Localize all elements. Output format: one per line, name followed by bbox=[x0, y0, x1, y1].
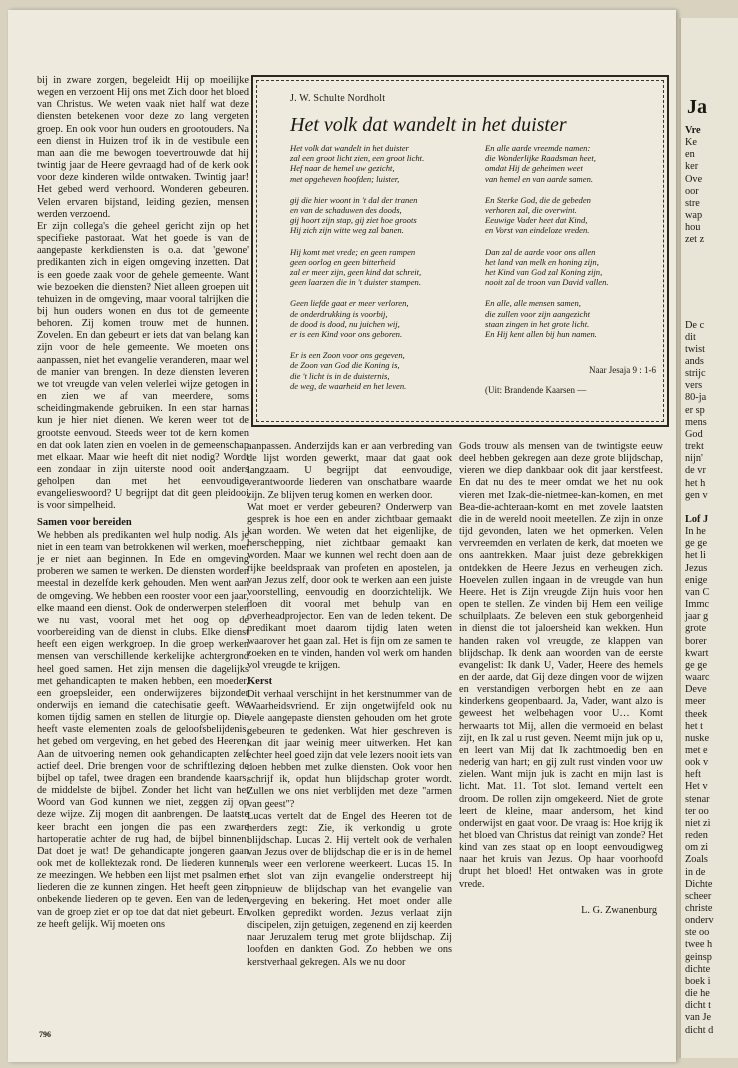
next-page-line: twee h bbox=[685, 939, 713, 951]
next-page-line: ands bbox=[685, 355, 704, 367]
next-page-line: het t bbox=[685, 720, 704, 732]
section-heading: Kerst bbox=[247, 675, 273, 687]
magazine-page bbox=[8, 10, 676, 1062]
next-page-line: dicht d bbox=[685, 1024, 714, 1036]
poem-line: er is een Kind voor ons geboren. bbox=[290, 329, 403, 340]
next-page-line: in de bbox=[685, 866, 706, 878]
poem-line: En Hij kent allen bij hun namen. bbox=[485, 329, 597, 340]
next-page-line: van C bbox=[685, 586, 710, 598]
poem-line: Er is een Zoon voor ons gegeven, bbox=[290, 350, 405, 361]
poem-line: Hef naar de hemel uw gezicht, bbox=[290, 163, 395, 174]
poem-line: van hemel en van aarde samen. bbox=[485, 173, 594, 184]
paragraph: Wat moet er verder gebeuren? Onderwerp van gesprek is hoe een en ander zichtbaar gemaakt kan worden. We weten dat het eigenlijke, de herschepping, niet zichtbaar gemaakt kan worden. Maar we kunnen wel recht doen aan de rijke beeldspraak van profeten en apostelen, ja van Jezus zelf, door ook te werken aan een juiste voorstelling, eenvoudig en doorzichtelijk. We doen dit vooral met behulp van en overheadprojector. Een van de leden tekent. De predikant moet daarom tijdig laten weten waarover het gaan zal. Het is fijn om ze samen te zoeken en te vinden, handen vol werk om handen vol vreugde te krijgen. bbox=[247, 501, 452, 671]
poem-line: gij hoort zijn stap, gij ziet hoe groots bbox=[290, 215, 417, 226]
next-page-line: Lof J bbox=[685, 514, 709, 525]
poem-line: en Vorst van eindeloze vreden. bbox=[485, 225, 590, 236]
poem-line: met opgeheven hoofden; luister, bbox=[290, 173, 400, 184]
next-page-line: grote bbox=[685, 623, 707, 635]
next-page-line: kwart bbox=[685, 647, 709, 659]
next-page-line: heft bbox=[685, 769, 702, 781]
next-page-line: en bbox=[685, 149, 695, 161]
poem-reference: Naar Jesaja 9 : 1-6 bbox=[589, 365, 656, 375]
paragraph: Gods trouw als mensen van de twintigste eeuw deel hebben gekregen aan deze grote blijdschap, vieren we diep dankbaar ook dit jaar kerstfeest. En dat nu des te meer omdat we het nu ook vieren met Izak-die-nietmee-kan-komen, en met Bea-die-achteraan-komt en met zovele laatsten die in de wereld nooit meetellen. Ze zijn in onze tijd gevonden, laten we het opmerken. Velen vervreemden en verlaten de kerk, dat moeten we ons aantrekken. Maar juist deze gebrekkigen ontdekken de Heere Jezus en verheugen zich. Hoevelen zullen ingaan in de vreugde van hun Heere. Het is Zijn vreugde Zijn huis voor hen open te stellen. Ze vinden bij Hem een veilige schuilplaats. Ze beleven een stuk geborgenheid in dienst die tot jaloersheid kan wekken. Hun handen raken vol vreugde, ze klappen van blijdschap. Ik denk aan woorden van de eerste evangelist: Ik dank U, Vader, Heere des hemels en der aarde, dat Gij deze dingen voor de wijzen en verstandigen verborgen hebt en ze aan kinderkens geopenbaard. Ja, Vader, want alzo is geweest het welbehagen voor U… Komt herwaarts tot Mij, allen die vermoeid en belast zijt, en Ik zal u rust geven. Neemt mijn juk op u, en leert van Mij dat Ik zachtmoedig ben en nederig van hart; en gij zult rust vinden voor uw zielen. Want mijn juk is zacht en mijn last is licht. Mat. 11. Tot slot. Iemand vertelt een droom. De rollen zijn omgekeerd. Niet de grote leert de kleine, maar andersom, het kind onderwijst en gaat voor. De vraag is: Hoe krijg ik het bloed van Christus dat reinigt van zonde? Het kind van zes staat op en loopt eenvoudigweg naar het kruis van Jezus. Op haar voorhoofd drupt het bloed! Het ontwaken was in grote vrede. bbox=[459, 441, 663, 890]
poem-line: Het volk dat wandelt in het duister bbox=[290, 143, 409, 153]
paragraph: Dit verhaal verschijnt in het kerstnummer van de Waarheidsvriend. Er zijn ongetwijfeld ook nu vele aangepaste diensten gehouden om het grote gebeuren te gedenken. Wat hier geschreven is kan dit jaar weinig meer uitwerken. Het kan echter heel goed zijn dat vele lezers nooit iets van doen hebben met zulke diensten. Ook voor hen schrijf ik, opdat hun blijdschap groter wordt. Zullen we ons niet verblijden met deze "armen van geest"? bbox=[247, 689, 452, 810]
next-page-line: het li bbox=[685, 550, 706, 562]
poem-stanza bbox=[485, 298, 665, 339]
next-page-line: twist bbox=[685, 343, 706, 355]
poem-line: geen oorlog en geen bitterheid bbox=[290, 256, 396, 267]
poem-source: (Uit: Brandende Kaarsen — bbox=[485, 385, 587, 395]
next-page-line: van Je bbox=[685, 1012, 712, 1024]
poem-line: gij die hier woont in 't dal der tranen bbox=[290, 194, 418, 205]
poem-line: Eeuwige Vader heet dat Kind, bbox=[485, 215, 588, 226]
next-page-line: God bbox=[685, 428, 703, 440]
poem-line: Geen liefde gaat er meer verloren, bbox=[290, 298, 409, 309]
next-page-line: om zi bbox=[685, 842, 709, 854]
poem-line: zal een groot licht zien, een groot licht. bbox=[290, 153, 425, 164]
next-page-line: Het v bbox=[685, 781, 708, 793]
poem-stanza bbox=[290, 298, 470, 339]
poem-line: Hij zich zijn witte weg zal banen. bbox=[290, 225, 404, 236]
article-column-1 bbox=[37, 75, 249, 931]
poem-box bbox=[251, 75, 669, 427]
poem-line: verhoren zal, die overwint. bbox=[485, 205, 577, 216]
next-page-line: ge ge bbox=[685, 659, 708, 671]
next-page-line: ge ge bbox=[685, 538, 708, 550]
next-page-line: meer bbox=[685, 696, 706, 708]
poem-stanza bbox=[290, 350, 470, 391]
next-page-line: nijn' bbox=[685, 453, 703, 465]
poem-stanza bbox=[290, 247, 470, 288]
next-page-line bbox=[681, 295, 738, 307]
poem-stanza bbox=[290, 195, 470, 236]
poem-line: En alle aarde vreemde namen: bbox=[485, 143, 591, 153]
next-page-line: stenar bbox=[685, 793, 710, 805]
next-page-line: christe bbox=[685, 903, 713, 914]
next-page-line: strijc bbox=[685, 368, 706, 380]
next-page-line: De c bbox=[685, 319, 705, 331]
poem-line: geen laarzen die in 't duister stampen. bbox=[290, 277, 421, 288]
poem-line: het Kind van God zal Koning zijn, bbox=[485, 267, 603, 278]
next-page-line: enige bbox=[685, 574, 708, 586]
next-page-edge bbox=[679, 18, 738, 1058]
section-heading: Samen voor bereiden bbox=[37, 516, 132, 528]
next-page-line: In he bbox=[685, 526, 706, 538]
next-page-line: oor bbox=[685, 185, 699, 197]
article-column-2 bbox=[247, 441, 452, 969]
next-page-line: Vre bbox=[685, 125, 701, 136]
poem-line: de onderdrukking is voorbij, bbox=[290, 308, 388, 319]
poem-stanza bbox=[290, 143, 470, 184]
next-page-line: scheer bbox=[685, 890, 712, 902]
poem-line: Hij komt met vrede; en geen rampen bbox=[290, 246, 416, 257]
next-page-line bbox=[681, 259, 738, 271]
next-page-line bbox=[681, 502, 738, 514]
next-page-line: nuske bbox=[685, 732, 710, 744]
poem-line: de weg, de waarheid en het leven. bbox=[290, 380, 407, 391]
poem-line: zal er meer zijn, geen kind dat schreit, bbox=[290, 267, 422, 278]
next-page-line: 80-ja bbox=[685, 392, 707, 404]
next-page-line: dit bbox=[685, 331, 696, 343]
next-page-lines bbox=[681, 125, 738, 1037]
poem-line: de Zoon van God die Koning is, bbox=[290, 360, 400, 371]
poem-stanza bbox=[485, 247, 665, 288]
poem-line: de dood is dood, nu juichen wij, bbox=[290, 318, 400, 329]
next-page-line bbox=[681, 271, 738, 283]
paragraph: Lucas vertelt dat de Engel des Heeren tot de herders zegt: Zie, ik verkondig u grote blijdschap. Lucas 2. Hij vertelt ook de verhalen van Jezus over de blijdschap die er is in de hemel als weer een verlorene weerkeert. Lucas 15. In het slot van zijn evangelie onderstreept hij opnieuw de blijdschap van het evangelie van vergeving en bekering. Het moet onder alle volken gepredikt worden. Jezus verlaat zijn discipelen, zijn getuigen, zegenend en zij keerden naar Jeruzalem terug met grote blijdschap. Zij loofden en dankten God. Zo hebben we ons kerstverhaal gekregen. Als we nu door bbox=[247, 810, 452, 968]
poem-line: die Wonderlijke Raadsman heet, bbox=[485, 153, 596, 164]
next-page-line: Ove bbox=[685, 173, 703, 185]
next-page-line: ook v bbox=[685, 757, 709, 769]
poem-line: die zullen voor zijn aangezicht bbox=[485, 308, 591, 319]
next-page-line: jaar g bbox=[685, 611, 709, 623]
poem-stanza bbox=[485, 143, 665, 184]
next-page-line: het h bbox=[685, 477, 706, 489]
next-page-line: de vr bbox=[685, 465, 706, 477]
next-page-line: dicht t bbox=[685, 1000, 712, 1012]
next-page-line: borer bbox=[685, 635, 707, 647]
poem-line: omdat Hij de geheimen weet bbox=[485, 163, 583, 174]
next-page-line: dichte bbox=[685, 963, 711, 975]
next-page-line: mens bbox=[685, 416, 707, 428]
poem-line: En Sterke God, die de gebeden bbox=[485, 194, 591, 205]
next-page-line: geinsp bbox=[685, 951, 712, 963]
next-page-line: niet zi bbox=[685, 817, 711, 829]
next-page-line: met e bbox=[685, 744, 708, 756]
next-page-line: zet z bbox=[685, 234, 705, 246]
page-number: 796 bbox=[39, 1030, 51, 1039]
next-page-line: er sp bbox=[685, 404, 705, 416]
poem-line: staan zingen in het grote licht. bbox=[485, 318, 590, 329]
next-page-line: trekt bbox=[685, 441, 704, 453]
next-page-line: boek i bbox=[685, 975, 711, 987]
poem-stanza bbox=[485, 195, 665, 236]
paragraph: aanpassen. Anderzijds kan er aan verbreding van de lijst worden gewerkt, maar dat gaat ook langzaam. U begrijpt dat eenvoudige, verantwoorde liederen van onschatbare waarde zijn. Ze blijven terug komen en werken door. bbox=[247, 441, 452, 501]
author-signature: L. G. Zwanenburg bbox=[581, 904, 657, 916]
poem-line: Dan zal de aarde voor ons allen bbox=[485, 246, 596, 257]
next-page-title: Ja bbox=[687, 96, 707, 118]
next-page-line: wap bbox=[685, 210, 703, 222]
next-page-line: onderv bbox=[685, 915, 714, 927]
next-page-line: Jezus bbox=[685, 562, 708, 574]
poem-title: Het volk dat wandelt in het duister bbox=[290, 114, 567, 136]
next-page-line bbox=[681, 247, 738, 259]
article-column-3 bbox=[459, 441, 663, 917]
next-page-line: theek bbox=[685, 708, 708, 720]
next-page-line: Dichte bbox=[685, 878, 713, 890]
next-page-line: vers bbox=[685, 380, 703, 392]
paragraph: We hebben als predikanten wel hulp nodig. Als je niet in een team van betrokkenen wil werken, moet je er niet aan beginnen. In Ede en omgeving proberen we samen te werken. De diensten worden meestal in dezelfde kerk gehouden. Men went aan de omgeving. We hebben een rooster voor een jaar, elke maand een dienst. Ook de onderwerpen stelen we nu vast, vooral met het oog op de voorbereiding van de dienst in clubs. Elke dienst heeft een eigen werkgroep. In die groep werken mensen van verschillende kerkelijke achtergrond heel goed samen. Het zijn mensen die dagelijks met gehandicapten te maken hebben, een moeder, een groepsleider, een onderwijzeres bijzonder onderwijs en iemand die catechisatie geeft. We komen tijdig samen en stellen de liturgie op. Die heeft vaste elementen zoals de geloofsbelijdenis, het gebed om vergeving, en het gebed des Heeren. Aan de uitvoering nemen ook gehandicapten zelf actief deel. Drie brengen voor de schriftlezing de bijbel op tafel, twee dragen een brandende kaars, de middelste de bijbel. Zonder het licht van het Woord van God kunnen we niet, zeggen zij op deze wijze. Zij mogen dit aanbrengen. De laatste keer bracht een jongen die pas een zware hartoperatie achter de rug had, de bijbel binnen. Dat doet je wat! De gehandicapte jongeren gaan ook met de kollektezak rond. De liederen kunnen ze meezingen. We hebben een lijst met psalmen en liederen die ze kunnen zingen. Het heeft geen zin onbekende liederen op te geven. Een van de leden van de groep ziet er op toe dat dat niet gebeurt. En ze heeft gelijk. Wij moeten ons bbox=[37, 529, 249, 930]
next-page-line: Zoals bbox=[685, 854, 708, 866]
next-page-line: hou bbox=[685, 222, 701, 234]
next-page-line: Immc bbox=[685, 599, 710, 611]
next-page-line: die he bbox=[685, 988, 710, 1000]
next-page-line: stre bbox=[685, 197, 700, 209]
next-page-line: ker bbox=[685, 161, 699, 173]
next-page-line: ter oo bbox=[685, 805, 709, 817]
poem-line: het land van melk en honing zijn, bbox=[485, 256, 599, 267]
next-page-line: waarc bbox=[685, 672, 710, 684]
poem-line: die 't licht is in de duisternis, bbox=[290, 370, 390, 381]
poem-line: nooit zal de troon van David vallen. bbox=[485, 277, 609, 288]
paragraph: bij in zware zorgen, begeleidt Hij op moeilijke wegen en verzoent Hij ons met Zich door het bloed van Christus. We weten vaak niet half wat deze diensten betekenen voor deze zo lang vergeten groep. En ook voor hun ouders en grootouders. Na een dienst in Huizen trof ik in de vestibule een man aan die me bewogen toevertrouwde dat hij twintig jaar de Heere gevraagd had of de kerk ook voor deze kinderen wilde ontwaken. Twintig jaar! Het gebed werd verhoord. Wonderen gebeuren. Velen ervaren bijstand, leiding gezien, mensen werden verzoend. bbox=[37, 75, 249, 220]
poem-stanzas-right bbox=[485, 143, 665, 350]
next-page-line: Ke bbox=[685, 137, 698, 149]
next-page-line bbox=[681, 307, 738, 319]
paragraph: Er zijn collega's die geheel gericht zijn op het specifieke pastoraat. Wat het goede is van de aangepaste kerkdiensten is o.a. dat 'gewone' predikanten zich in eigen omgeving inzetten. Dat is een goede zaak voor de gehele gemeente. Want wie bezoeken die diensten? Niet alleen groepen uit tehuizen in de omgeving, maar vooral talrijken die bij hun ouders wonen en dus tot de gemeente behoren. Zij komen trouw met de hunnen. Zovelen. En dan gebeurt er iets dat van belang kan zijn voor de hele gemeente. We moeten ons aanpassen, niet het evangelie veranderen, maar wel de manier van brengen. In deze diensten leveren we tot vreugde van velen velerlei wijze getogen in en zien we af van meerdere, soms scheidingmakende gebruiken. In een star harnas kun je hier niet dienen. We keren weer tot de grootste eenvoud. Steeds weer tot de kern komen en dat ook laten zien en voelen in de gemeenschap met elkaar. Maar wie heeft dit niet nodig? Wordt een zondaar in zijn uiterste nood ooit anders geholpen dan met het eenvoudige evangelieswoord? U begrijpt dat dit geen pleidooi is voor simpelheid. bbox=[37, 220, 249, 512]
next-page-line bbox=[681, 283, 738, 295]
next-page-line: gen v bbox=[685, 489, 708, 501]
next-page-line: Deve bbox=[685, 684, 707, 696]
next-page-line: ste oo bbox=[685, 927, 710, 939]
next-page-line: reden bbox=[685, 830, 708, 842]
poem-line: en van de schaduwen des doods, bbox=[290, 205, 402, 216]
poem-line: En alle, alle mensen samen, bbox=[485, 298, 581, 309]
poem-author: J. W. Schulte Nordholt bbox=[290, 93, 386, 104]
poem-stanzas-left bbox=[290, 143, 470, 402]
